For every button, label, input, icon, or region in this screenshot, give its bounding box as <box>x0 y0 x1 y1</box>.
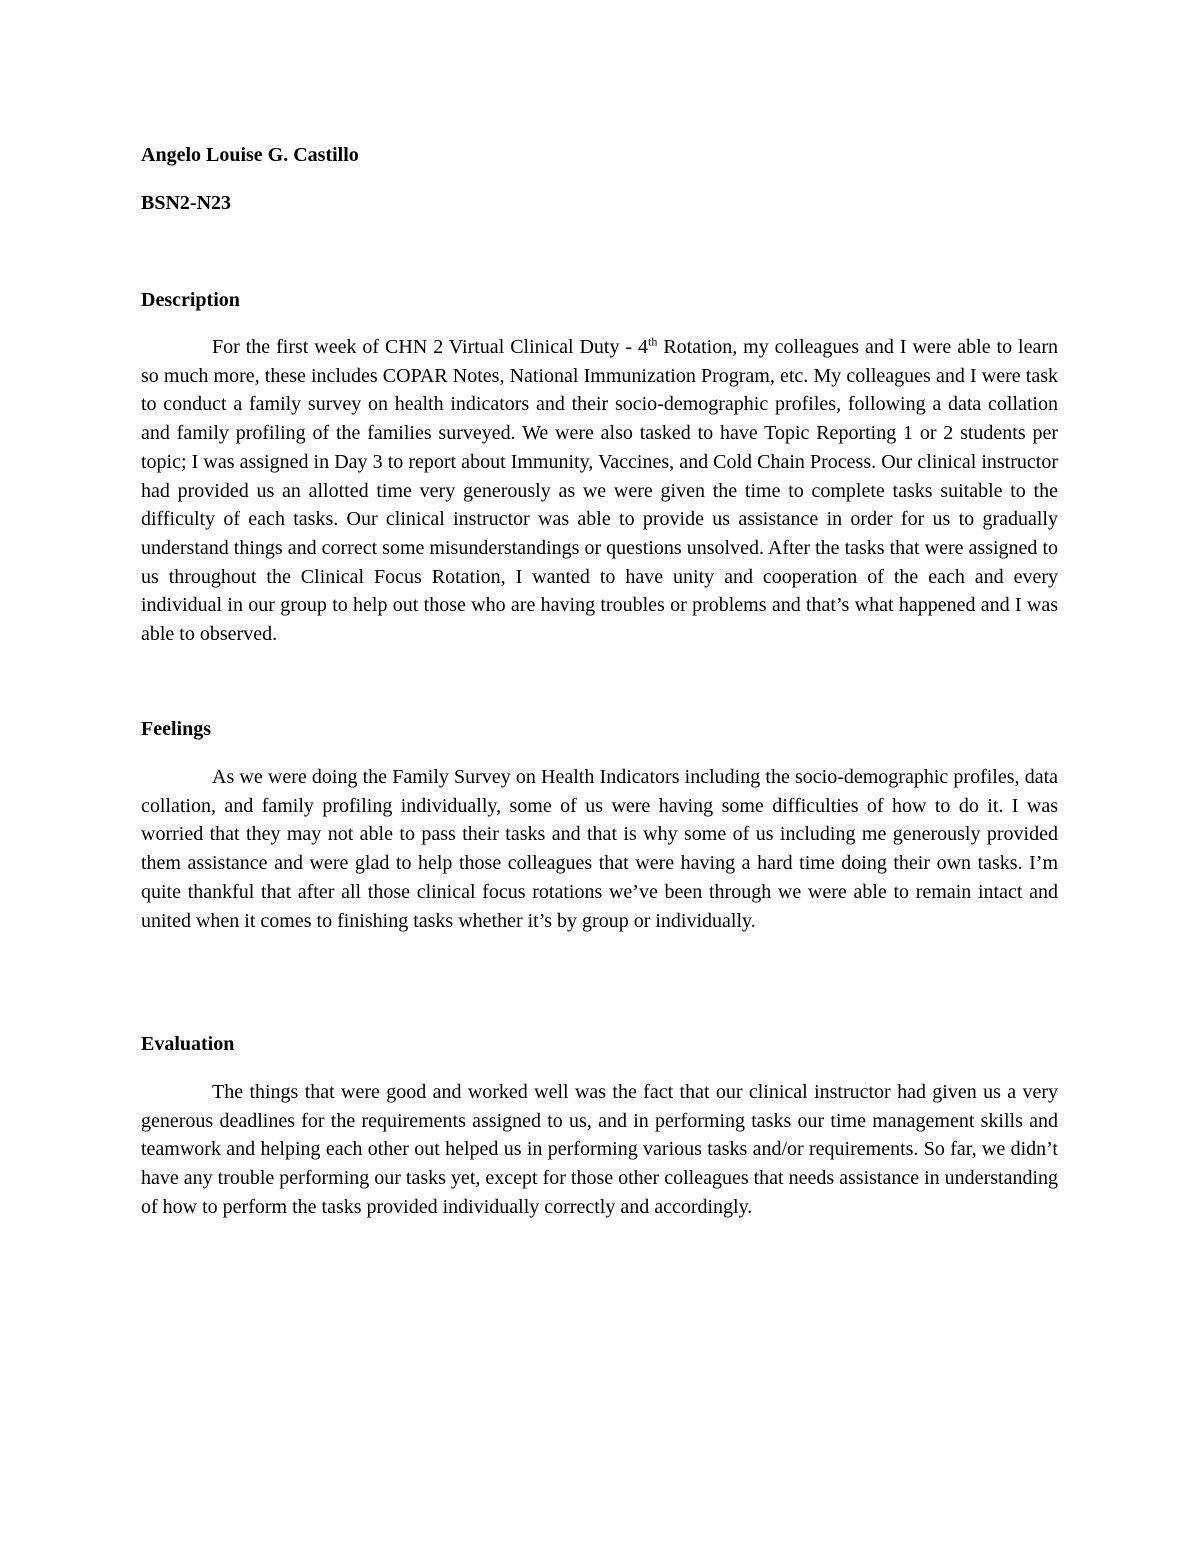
description-paragraph <box>141 333 1058 649</box>
evaluation-heading: Evaluation <box>141 1033 235 1055</box>
evaluation-paragraph: The things that were good and worked well was the fact that our clinical instructor had given us a very generous deadlines for the requirements assigned to us, and in performing tasks our time management skills and teamwork and helping each other out helped us in performing various tasks and/or requirements. So far, we didn’t have any trouble performing our tasks yet, except for those other colleagues that needs assistance in understanding of how to perform the tasks provided individually correctly and accordingly. <box>141 1081 1058 1218</box>
ordinal-superscript: th <box>648 334 658 349</box>
author-name: Angelo Louise G. Castillo <box>141 144 359 166</box>
description-heading: Description <box>141 289 240 311</box>
description-text-start: For the first week of CHN 2 Virtual Clinical Duty - 4 <box>212 336 649 358</box>
feelings-paragraph: As we were doing the Family Survey on Health Indicators including the socio-demographic profiles, data collation, and family profiling individually, some of us were having some difficulties of how to do it. I was worried that they may not able to pass their tasks and that is why some of us including me generously provided them assistance and were glad to help those colleagues that were having a hard time doing their own tasks. I’m quite thankful that after all those clinical focus rotations we’ve been through we were able to remain intact and united when it comes to finishing tasks whether it’s by group or individually. <box>141 766 1058 932</box>
feelings-heading: Feelings <box>141 718 211 740</box>
section-code: BSN2-N23 <box>141 192 232 214</box>
description-text-rest: Rotation, my colleagues and I were able to learn so much more, these includes COPAR Notes, National Immunization Program, etc. My colleagues and I were task to conduct a family survey on health indicators and their socio-demographic profiles, following a data collation and family profiling of the families surveyed. We were also tasked to have Topic Reporting 1 or 2 students per topic; I was assigned in Day 3 to report about Immunity, Vaccines, and Cold Chain Process. Our clinical instructor had provided us an allotted time very generously as we were given the time to complete tasks suitable to the difficulty of each tasks. Our clinical instructor was able to provide us assistance in order for us to gradually understand things and correct some misunderstandings or questions unsolved. After the tasks that were assigned to us throughout the Clinical Focus Rotation, I wanted to have unity and cooperation of the each and every individual in our group to help out those who are having troubles or problems and that’s what happened and I was able to observed. <box>141 336 1058 646</box>
